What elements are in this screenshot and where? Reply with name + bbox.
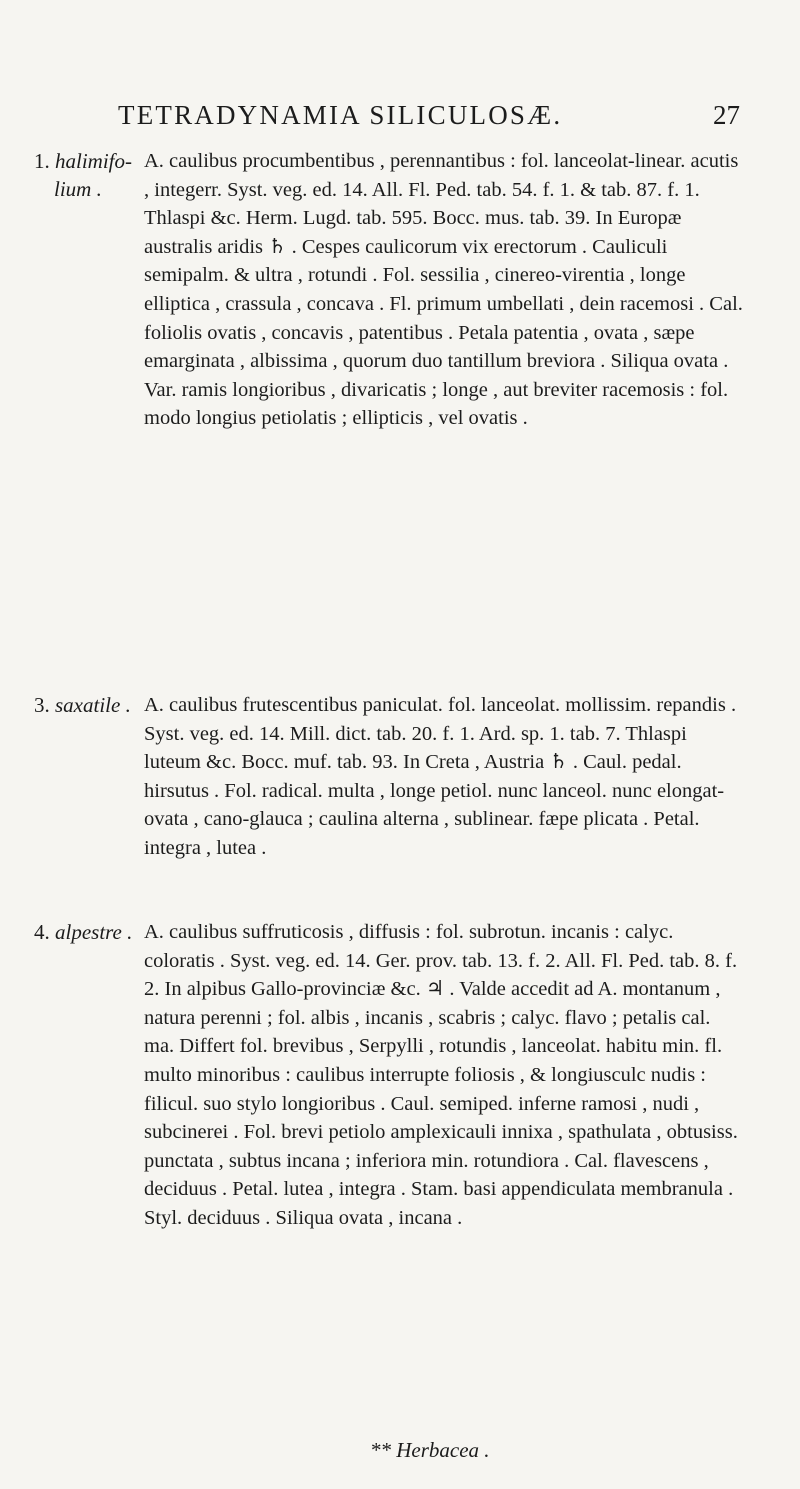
species-label <box>34 918 142 946</box>
running-title: TETRADYNAMIA SILICULOSÆ. <box>118 100 563 130</box>
species-description: A. caulibus suffruticosis , diffusis : fol. subrotun. incanis : calyc. coloratis . Syst. veg. ed. 14. Ger. prov. tab. 13. f. 2. All. Fl. Ped. tab. 8. f. 2. In alpibus Gallo-provinciæ &c. ♃ . Valde accedit ad A. montanum , natura perenni ; fol. albis , incanis , scabris ; calyc. flavo ; petalis cal. ma. Differt fol. brevibus , Serpylli , rotundis , lanceolat. habitu min. fl. multo minoribus : caulibus interrupte foliosis , & longiusculc nudis : filicul. suo stylo longioribus . Caul. semiped. inferne ramosi , nudi , subcinerei . Fol. brevi petiolo amplexicauli innixa , spathulata , obtusiss. punctata , subtus incana ; inferiora min. rotundiora . Cal. flavescens , deciduus . Petal. lutea , integra . Stam. basi appendiculata membranula . Styl. deciduus . Siliqua ovata , incana . <box>144 921 738 1229</box>
species-description: A. caulibus frutescentibus paniculat. fol. lanceolat. mollissim. repandis . Syst. veg. ed. 14. Mill. dict. tab. 20. f. 1. Ard. sp. 1. tab. 7. Thlaspi luteum &c. Bocc. muf. tab. 93. In Creta , Austria ♄ . Caul. pedal. hirsutus . Fol. radical. multa , longe petiol. nunc lanceol. nunc elongat-ovata , cano-glauca ; caulina alterna , sublinear. fæpe plicata . Petal. integra , lutea . <box>144 694 737 859</box>
running-header <box>118 100 740 134</box>
species-label <box>34 691 142 719</box>
section-heading-herbacea: ** Herbacea . <box>370 1438 490 1462</box>
species-number: 4. <box>34 920 50 944</box>
page-number: 27 <box>713 100 740 130</box>
species-name: saxatile . <box>55 693 131 717</box>
species-name-cont: lium . <box>54 177 102 201</box>
species-description: A. caulibus procumbentibus , perennantibus : fol. lanceolat-linear. acutis , integerr. Syst. veg. ed. 14. All. Fl. Ped. tab. 54. f. 1. & tab. 87. f. 1. Thlaspi &c. Herm. Lugd. tab. 595. Bocc. mus. tab. 39. In Europæ australis aridis ♄ . Cespes caulicorum vix erectorum . Cauliculi semipalm. & ultra , rotundi . Fol. sessilia , cinereo-virentia , longe elliptica , crassula , concava . Fl. primum umbellati , dein racemosi . Cal. foliolis ovatis , concavis , patentibus . Petala patentia , ovata , sæpe emarginata , albissima , quorum duo tantillum breviora . Siliqua ovata . Var. ramis longioribus , divaricatis ; longe , aut breviter racemosis : fol. modo longius petiolatis ; ellipticis , vel ovatis . <box>144 150 743 430</box>
species-name: alpestre . <box>55 920 133 944</box>
species-number: 3. <box>34 693 50 717</box>
species-number: 1. <box>34 149 50 173</box>
species-label <box>34 147 142 203</box>
species-name: halimifo- <box>55 149 132 173</box>
